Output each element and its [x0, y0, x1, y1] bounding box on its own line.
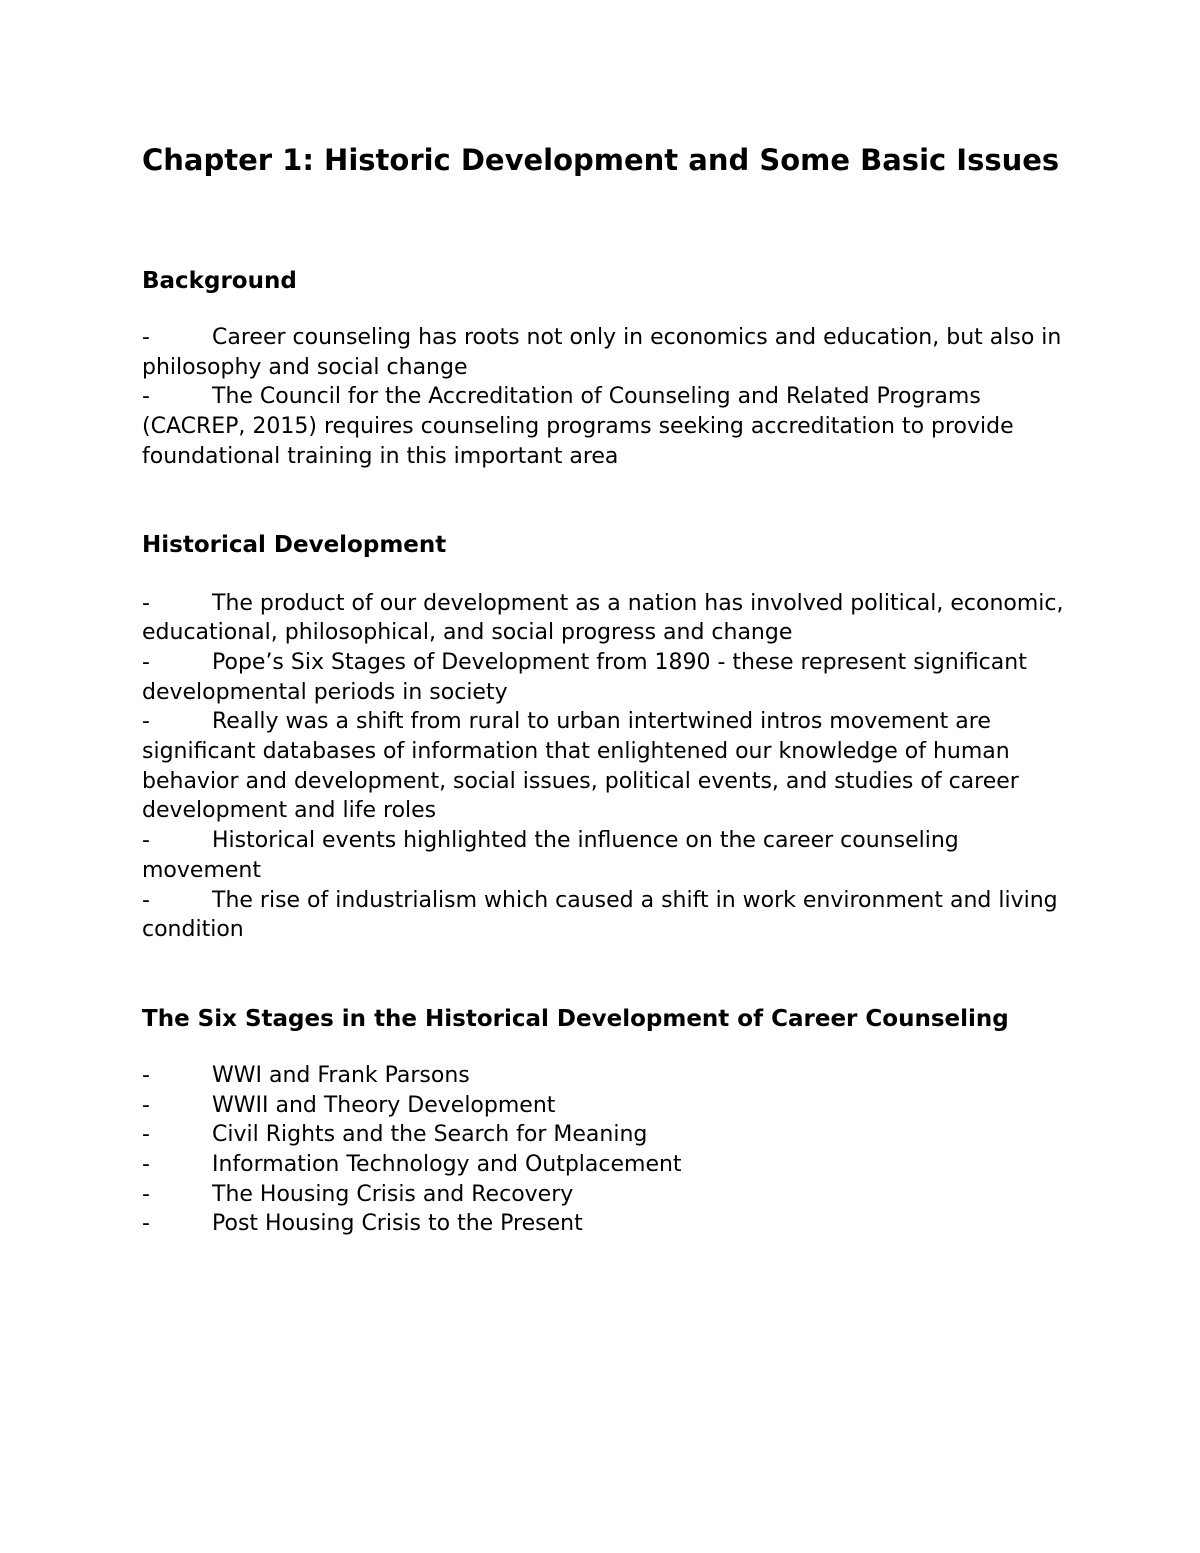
- list-item-text: Really was a shift from rural to urban intertwined intros movement are significant databases of information that enlightened our knowledge of human behavior and development, social issues, political events, and studies of career development and life roles: [142, 709, 1019, 824]
- dash-bullet: -: [142, 384, 150, 410]
- dash-bullet: -: [142, 1152, 150, 1178]
- list-item-text: The product of our development as a nation has involved political, economic, educational, philosophical, and social progress and change: [142, 590, 1064, 646]
- list-item: [142, 1180, 1072, 1210]
- dash-bullet: -: [142, 590, 150, 616]
- list-item-text: The Council for the Accreditation of Counseling and Related Programs (CACREP, 2015) requires counseling programs seeking accreditation to provide foundational training in this important area: [142, 384, 1014, 469]
- list-item-text: Post Housing Crisis to the Present: [212, 1211, 583, 1237]
- section-heading-historical-development: Historical Development: [142, 531, 447, 558]
- document-body: [142, 142, 1072, 1239]
- list-item-text: Information Technology and Outplacement: [212, 1152, 682, 1178]
- list-item: [142, 1061, 1072, 1091]
- dash-bullet: -: [142, 709, 150, 735]
- dash-bullet: -: [142, 1062, 150, 1088]
- dash-bullet: -: [142, 887, 150, 913]
- six-stages-list: [142, 1061, 1072, 1239]
- list-item: [142, 886, 1072, 945]
- dash-bullet: -: [142, 1211, 150, 1237]
- section-heading-background: Background: [142, 268, 297, 294]
- list-item-text: Pope’s Six Stages of Development from 1890 - these represent significant developmental periods in society: [142, 649, 1027, 705]
- dash-bullet: -: [142, 325, 150, 350]
- list-item: [142, 648, 1072, 707]
- list-item: [142, 1091, 1072, 1121]
- list-item-text: WWI and Frank Parsons: [212, 1062, 470, 1088]
- list-item: [142, 382, 1072, 471]
- list-item: [142, 1120, 1072, 1150]
- list-item: [142, 323, 1072, 382]
- list-item-text: Career counseling has roots not only in economics and education, but also in philosophy and social change: [142, 325, 1062, 380]
- list-item: [142, 826, 1072, 885]
- list-item-text: The Housing Crisis and Recovery: [212, 1181, 574, 1207]
- section-heading-six-stages: The Six Stages in the Historical Development of Career Counseling: [142, 1005, 1009, 1032]
- list-item-text: Civil Rights and the Search for Meaning: [212, 1122, 648, 1148]
- page-title: Chapter 1: Historic Development and Some Basic Issues: [142, 143, 1060, 177]
- dash-bullet: -: [142, 1092, 150, 1118]
- list-item-text: WWII and Theory Development: [212, 1092, 556, 1118]
- list-item: [142, 1209, 1072, 1239]
- dash-bullet: -: [142, 1122, 150, 1148]
- list-item: [142, 589, 1072, 648]
- historical-development-list: [142, 589, 1072, 945]
- list-item-text: The rise of industrialism which caused a shift in work environment and living condition: [142, 887, 1058, 943]
- dash-bullet: -: [142, 649, 150, 675]
- list-item: [142, 1150, 1072, 1180]
- list-item: [142, 707, 1072, 826]
- dash-bullet: -: [142, 828, 150, 854]
- background-list: [142, 323, 1072, 472]
- list-item-text: Historical events highlighted the influence on the career counseling movement: [142, 828, 959, 883]
- dash-bullet: -: [142, 1181, 150, 1207]
